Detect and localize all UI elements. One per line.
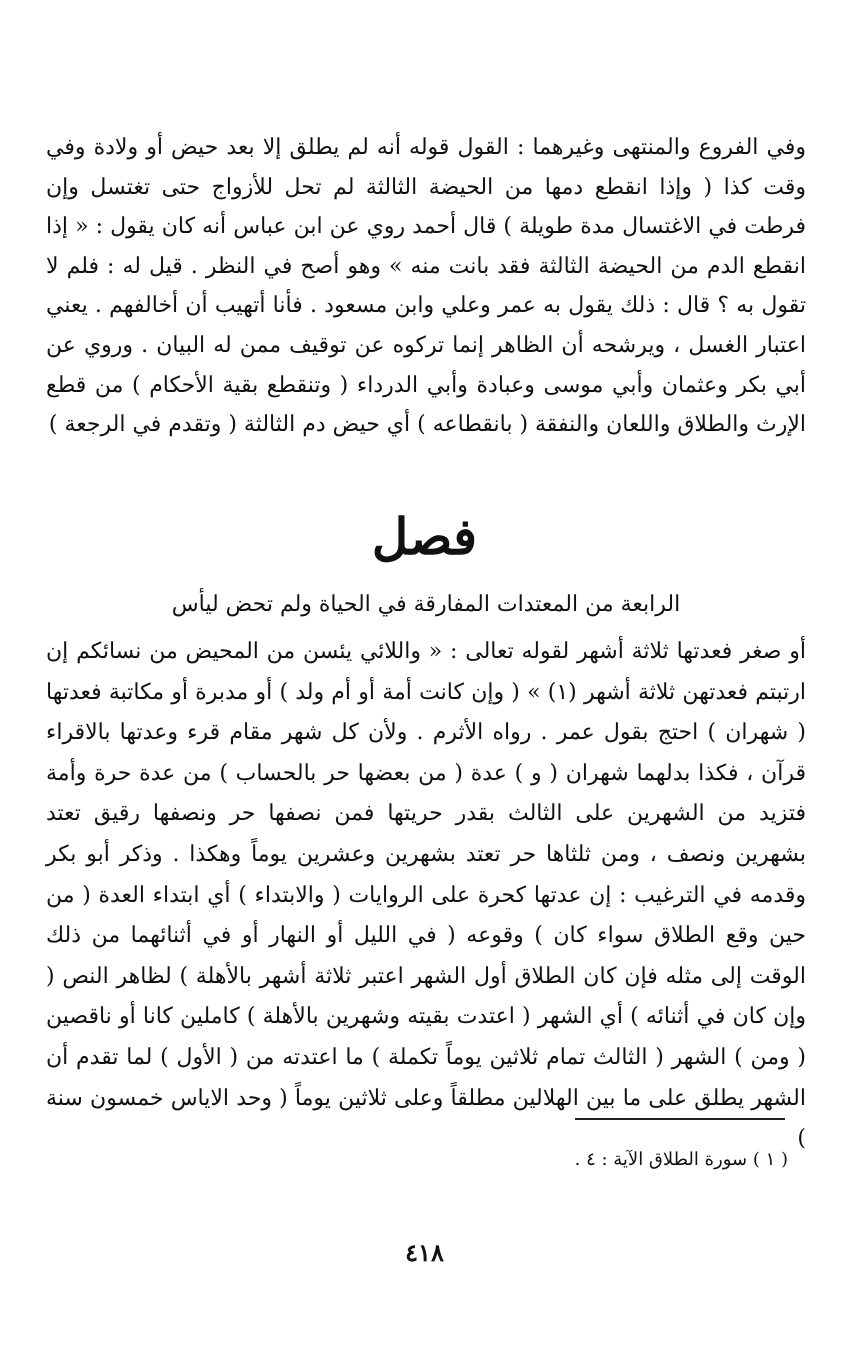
footnote: ( ١ ) سورة الطلاق الآية : ٤ . [574,1149,788,1170]
page-number: ٤١٨ [405,1238,444,1267]
section-heading: فصل [371,507,478,566]
body-paragraph-1: وفي الفروع والمنتهى وغيرهما : القول قوله أنه لم يطلق إلا بعد حيض أو ولادة وفي وقت كذا ( وإذا انقطع دمها من الحيضة الثالثة لم تحل للأزواج حتى تغتسل وإن فرطت في الاغتسال مدة طويلة ) قال أحمد روي عن ابن عباس أنه كان يقول : « إذا انقطع الدم من الحيضة الثالثة فقد بانت منه » وهو أصح في النظر . قيل له : فلم لا تقول به ؟ قال : ذلك يقول به عمر وعلي وابن مسعود . فأنا أتهيب أن أخالفهم . يعني اعتبار الغسل ، ويرشحه أن الظاهر إنما تركوه عن توقيف ممن له البيان . وروي عن أبي بكر وعثمان وأبي موسى وعبادة وأبي الدرداء ( وتنقطع بقية الأحكام ) من قطع الإرث والطلاق واللعان والنفقة ( بانقطاعه ) أي حيض دم الثالثة ( وتقدم في الرجعة ) [46,135,806,438]
footnote-separator [575,1118,785,1120]
section-subheading: الرابعة من المعتدات المفارقة في الحياة ولم تحض ليأس [171,592,681,617]
body-paragraph-2: أو صغر فعدتها ثلاثة أشهر لقوله تعالى : « واللائي يئسن من المحيض من نسائكم إن ارتبتم فعدتهن ثلاثة أشهر (١) » ( وإن كانت أمة أو أم ولد ) أو مدبرة أو مكاتبة فعدتها ( شهران ) احتج بقول عمر . رواه الأثرم . ولأن كل شهر مقام قرء وعدتها بالاقراء قرآن ، فكذا بدلهما شهران ( و ) عدة ( من بعضها حر بالحساب ) من عدة حرة وأمة فتزيد من الشهرين على الثالث بقدر حريتها فمن نصفها حر ونصفها رقيق تعتد بشهرين ونصف ، ومن ثلثاها حر تعتد بشهرين وعشرين يوماً وهكذا . وذكر أبو بكر وقدمه في الترغيب : إن عدتها كحرة على الروايات ( والابتداء ) أي ابتداء العدة ( من حين وقع الطلاق سواء كان ) وقوعه ( في الليل أو النهار أو في أثنائهما من ذلك الوقت إلى مثله فإن كان الطلاق أول الشهر اعتبر ثلاثة أشهر بالأهلة ) لظاهر النص ( وإن كان في أثنائه ) أي الشهر ( اعتدت بقيته وشهرين بالأهلة ) كاملين كانا أو ناقصين ( ومن ) الشهر ( الثالث تمام ثلاثين يوماً تكملة ) ما اعتدته من ( الأول ) لما تقدم أن الشهر يطلق على ما بين الهلالين مطلقاً وعلى ثلاثين يوماً ( وحد الاياس خمسون سنة ) [46,639,807,1152]
